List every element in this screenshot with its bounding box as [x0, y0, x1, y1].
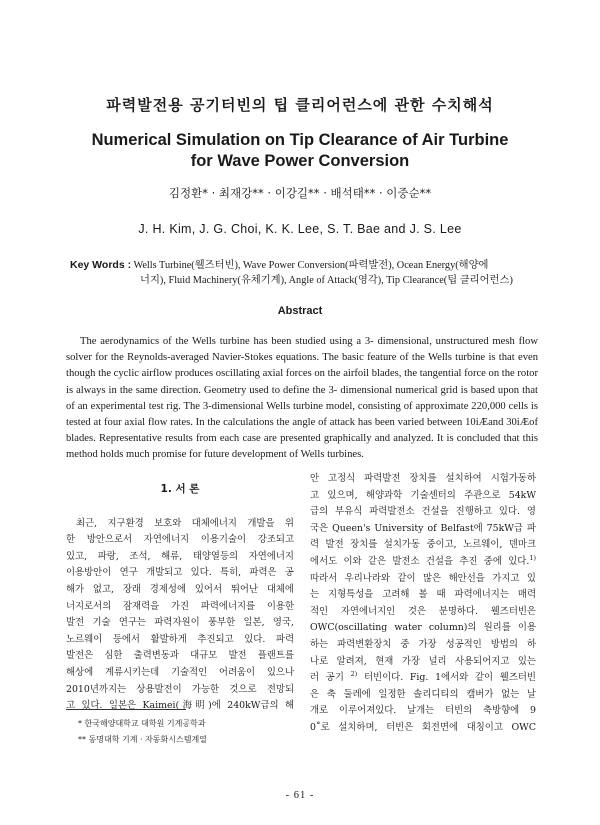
keywords-label: Key Words :: [70, 259, 132, 271]
right-line: 적인 자연에너지인 것은 분명하다. 웰즈터빈은: [310, 605, 536, 617]
page-number: - 61 -: [285, 790, 315, 801]
right-line: 력 발전 장치를 설치가동 중이고, 노르웨이, 덴마크: [310, 539, 536, 551]
right-line-with-ref: [310, 554, 536, 571]
reference-marker: 2): [350, 670, 358, 678]
left-line: 2010년까지는 상용발전이 가능한 것으로 전망되: [66, 683, 294, 695]
right-line: 개로 이루어져있다. 날개는 터빈의 축방향에 9: [310, 705, 536, 717]
left-line: 이용방안이 연구 개발되고 있다. 특히, 파력은 공: [66, 567, 294, 579]
english-title: [0, 130, 600, 172]
right-line-prefix: 러 공기: [310, 672, 351, 684]
right-line: 0˚로 설치하며, 터빈은 회전면에 대칭이고 OWC: [310, 721, 536, 733]
left-line: 너지로서의 잠재력을 가진 파력에너지를 이용한: [66, 600, 294, 612]
left-line: 해상에 계류시키는데 기술적인 어려움이 있으나: [66, 666, 294, 678]
left-line: 한 방안으로서 자연에너지 이용기술이 강조되고: [66, 534, 294, 546]
right-line: 은 축 둘레에 일정한 솔리디티의 캠버가 없는 날: [310, 688, 536, 700]
keywords-block: [70, 258, 550, 288]
reference-marker: 1): [529, 553, 536, 562]
right-line: 하는 파력변환장치 중 가장 성공적인 방법의 하: [310, 638, 536, 650]
right-line: 나로 알려져, 현재 가장 널리 사용되어지고 있는: [310, 655, 536, 667]
footnotes: [78, 716, 298, 748]
abstract-text: The aerodynamics of the Wells turbine has been studied using a 3- dimensional, unstructured mesh flow solver for the Reynolds-averaged Navier-Stokes equations. The basic feature of the Wells turbine is that even though the cyclic airflow produces oscillating axial forces on the airfoil blades, the tangential force on the rotor is always in the same direction. Geometry used to define the 3- dimensional numerical grid is based upon that of an experimental test rig. The 3-dimensional Wells turbine model, consisting of approximate 220,000 cells is tested at four axial flow rates. In the calculations the angle of attack has been varied between 10iÆand 30iÆof blades. Representative results from each case are presented graphically and analyzed. It is concluded that this method holds much promise for future development of Wells turbines.: [66, 336, 538, 461]
left-line: 최근, 지구환경 보호와 대체에너지 개발을 위: [76, 517, 294, 529]
right-line-text: 에서도 이와 같은 발전소 건설을 추진 중에 있다.: [310, 555, 530, 567]
right-line: 고 있으며, 해양과학 기술센터의 주관으로 54kW: [310, 489, 536, 501]
keywords-line-1: [70, 258, 550, 273]
korean-title: 파력발전용 공기터빈의 팁 클리어런스에 관한 수치해석: [106, 96, 494, 114]
left-line: 노르웨이 등에서 활발하게 추진되고 있다. 파력: [66, 633, 294, 645]
right-column: [310, 471, 536, 737]
left-line: 고 있다. 일본은 Kaimei(海明)에 240kW급의 해: [66, 700, 294, 712]
abstract-heading: Abstract: [277, 305, 323, 317]
right-line: 급의 부유식 파력발전소 건설을 진행하고 있다. 영: [310, 506, 536, 518]
abstract-body: [66, 334, 538, 464]
left-line: 발전은 심한 출력변동과 대규모 발전 플랜트를: [66, 650, 294, 662]
english-title-line-1: Numerical Simulation on Tip Clearance of Air Turbine: [91, 131, 509, 149]
right-line-with-ref: [310, 670, 536, 687]
left-column: [66, 481, 294, 715]
left-line: 해가 없고, 장래 경제성에 있어서 뛰어난 대체에: [66, 583, 294, 595]
korean-authors: 김정환* · 최재강** · 이강길** · 배석태** · 이중순**: [168, 186, 432, 200]
keywords-text-2: 너지), Fluid Machinery(유체기계), Angle of Attack(영각), Tip Clearance(팁 클리어런스): [140, 275, 513, 286]
left-line: 있고, 파랑, 조석, 해류, 태양열등의 자연에너지: [66, 550, 294, 562]
footnote-1: * 한국해양대학교 대학원 기계공학과: [78, 719, 206, 728]
footnote-2: ** 동명대학 기계 · 자동화시스템계열: [78, 735, 207, 744]
right-line-text: 터빈이다. Fig. 1에서와 같이 웰즈터빈: [363, 672, 536, 684]
right-line: OWC(oscillating water column)의 원리를 이용: [310, 622, 536, 634]
right-line: 따라서 우리나라와 같이 많은 해안선을 가지고 있: [310, 572, 536, 584]
right-line: 는 지형특성을 고려해 볼 때 파력에너지는 매력: [310, 589, 536, 601]
right-line: 안 고정식 파력발전 장치를 설치하여 시험가동하: [310, 473, 536, 484]
keywords-text-1: Wells Turbine(웰즈터빈), Wave Power Conversion(파력발전), Ocean Energy(해양에: [133, 260, 489, 271]
english-authors: J. H. Kim, J. G. Choi, K. K. Lee, S. T. Bae and J. S. Lee: [138, 222, 462, 236]
english-title-line-2: for Wave Power Conversion: [190, 152, 410, 170]
section-heading-introduction: 1. 서 론: [160, 483, 200, 495]
footnote-divider: [66, 709, 186, 710]
right-line: 국은 Queen's University of Belfast에 75kW급 파: [310, 522, 536, 534]
left-column-body: [66, 516, 294, 715]
left-line: 발전 기술 연구는 파력자원이 풍부한 일본, 영국,: [66, 617, 294, 629]
